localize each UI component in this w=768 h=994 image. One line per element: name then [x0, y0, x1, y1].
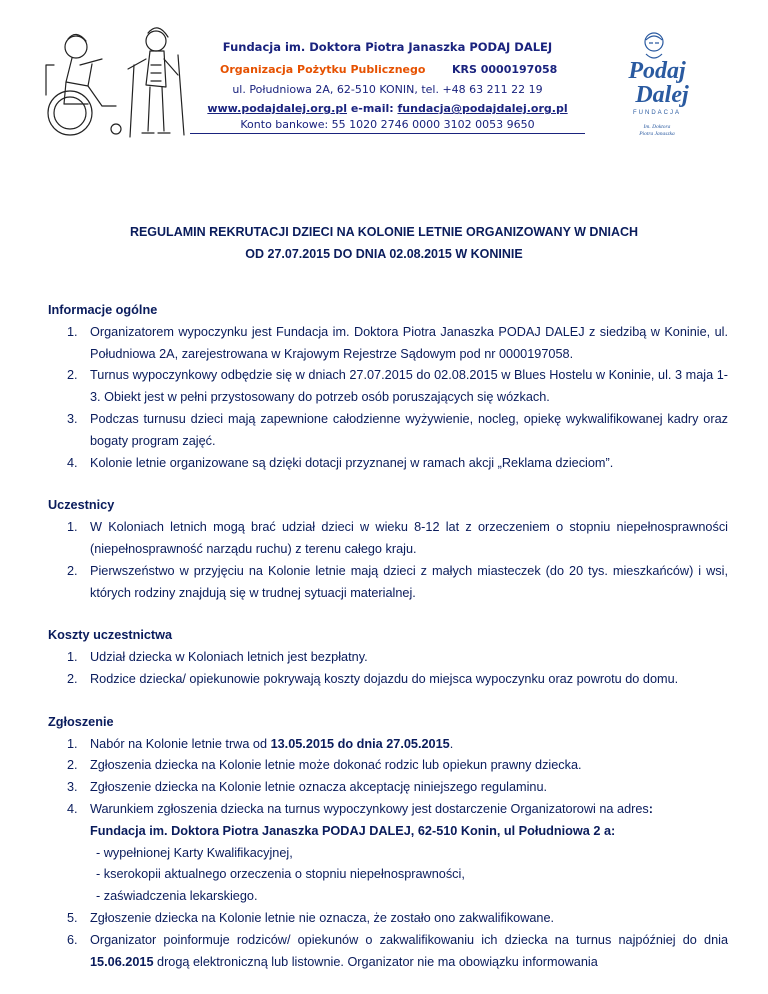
- list-item-text: Zgłoszenie dziecka na Kolonie letnie nie oznacza, że zostało ono zakwalifikowane.: [90, 910, 555, 925]
- bank-account: Konto bankowe: 55 1020 2746 0000 3102 0053 9650: [240, 118, 535, 131]
- list-item: 1. W Koloniach letnich mogą brać udział dzieci w wieku 8-12 lat z orzeczeniem o stopniu niepełnosprawności (niepełnosprawność narządu ruchu) z terenu całego kraju.: [67, 520, 728, 556]
- letterhead: [0, 0, 768, 150]
- list-item: 2. Pierwszeństwo w przyjęciu na Kolonie letnie mają dzieci z małych miasteczek (do 20 tys. mieszkańców) i wsi, których rodziny znajdują się w trudnej sytuacji materialnej.: [67, 563, 728, 600]
- organization-name: Fundacja im. Doktora Piotra Janaszka PODAJ DALEJ: [222, 40, 553, 54]
- list-item-text: Nabór na Kolonie letnie trwa od: [90, 736, 271, 751]
- list-item-text: Turnus wypoczynkowy odbędzie się w dniach 27.07.2015 do 02.08.2015 w Blues Hostelu w Koninie, ul. 3 maja 1-3. Obiekt jest w pełni przystosowany do potrzeb osób poruszających się wózkach.: [90, 368, 728, 405]
- email-label: e-mail:: [346, 102, 398, 115]
- logo-subtitle-1: Im. Doktora: [643, 124, 671, 130]
- required-document: - zaświadczenia lekarskiego.: [96, 889, 258, 904]
- list-item-text: Organizator poinformuje rodziców/ opiekunów o zakwalifikowaniu ich dziecka na turnus najpóźniej do dnia: [90, 932, 728, 947]
- list-item-text-end: drogą elektroniczną lub listownie. Organizator nie ma obowiązku informowania: [153, 954, 598, 969]
- list-item: 1. Organizatorem wypoczynku jest Fundacja im. Doktora Piotra Janaszka PODAJ DALEJ z siedzibą w Koninie, ul. Południowa 2A, zarejestrowana w Krajowym Rejestrze Sądowym pod nr 0000197058.: [67, 324, 728, 361]
- logo-emblem: [612, 22, 702, 112]
- section-heading: Informacje ogólne: [48, 303, 158, 317]
- logo-fundacja: FUNDACJA: [632, 110, 681, 116]
- section-heading: Zgłoszenie: [48, 714, 114, 729]
- list-item: 2. Rodzice dziecka/ opiekunowie pokrywają koszty dojazdu do miejsca wypoczynku oraz powrotu do domu.: [67, 671, 679, 686]
- opp-label: Organizacja Pożytku Publicznego: [220, 63, 426, 76]
- list-item-text: Podczas turnusu dzieci mają zapewnione całodzienne wyżywienie, nocleg, opiekę wykwalifikowanej kadry oraz bogaty program zajęć.: [90, 411, 728, 448]
- list-item: 2. Zgłoszenia dziecka na Kolonie letnie może dokonać rodzic lub opiekun prawny dziecka.: [67, 758, 582, 773]
- notification-date: 15.06.2015: [90, 954, 154, 969]
- address-line: ul. Południowa 2A, 62-510 KONIN, tel. +48 63 211 22 19: [232, 83, 543, 96]
- list-item: 3. Zgłoszenie dziecka na Kolonie letnie oznacza akceptację niniejszego regulaminu.: [67, 780, 548, 795]
- list-item-text: Zgłoszenia dziecka na Kolonie letnie może dokonać rodzic lub opiekun prawny dziecka.: [90, 758, 582, 773]
- list-item: 4. Warunkiem zgłoszenia dziecka na turnus wypoczynkowy jest dostarczenie Organizatorowi na adres: Fundacja im. Doktora Piotra Janaszka PODAJ DALEJ, 62-510 Konin, ul Południowa 2 a: - wypełnionej Karty Kwalifikacyjnej, - kserokopii aktualnego orzeczenia o stopniu niepełnosprawności, - zaświadczenia lekarskiego.: [48, 799, 728, 908]
- mailing-address: Fundacja im. Doktora Piotra Janaszka PODAJ DALEJ, 62-510 Konin, ul Południowa 2 a:: [90, 823, 616, 838]
- section-application: [48, 712, 728, 974]
- list-item: 6. Organizator poinformuje rodziców/ opiekunów o zakwalifikowaniu ich dziecka na turnus najpóźniej do dnia 15.06.2015 drogą elektroniczną lub listownie. Organizator nie ma obowiązku informowania: [67, 932, 728, 969]
- list-item-text: Kolonie letnie organizowane są dzięki dotacji przyznanej w ramach akcji „Reklama dzieciom”.: [90, 455, 614, 470]
- podaj-dalej-logo: [612, 22, 702, 142]
- title-line-1: REGULAMIN REKRUTACJI DZIECI NA KOLONIE LETNIE ORGANIZOWANY W DNIACH: [129, 225, 639, 239]
- recruitment-dates: 13.05.2015 do dnia 27.05.2015: [270, 736, 450, 751]
- document-title: [60, 221, 708, 265]
- list-item-text: W Koloniach letnich mogą brać udział dzieci w wieku 8-12 lat z orzeczeniem o stopniu niepełnosprawności (niepełnosprawność narządu ruchu) z terenu całego kraju.: [90, 520, 728, 556]
- logo-word-dalej: Dalej: [635, 82, 689, 108]
- krs-number: KRS 0000197058: [452, 63, 558, 76]
- list-item-text-end: .: [449, 736, 454, 751]
- list-item-text: Warunkiem zgłoszenia dziecka na turnus wypoczynkowy jest dostarczenie Organizatorowi na adres: [90, 801, 649, 816]
- list-item: 4. Kolonie letnie organizowane są dzięki dotacji przyznanej w ramach akcji „Reklama dzieciom”.: [67, 455, 614, 470]
- list-item-text: Udział dziecka w Koloniach letnich jest bezpłatny.: [90, 650, 368, 665]
- section-heading: Uczestnicy: [48, 498, 115, 513]
- list-item: 2. Turnus wypoczynkowy odbędzie się w dniach 27.07.2015 do 02.08.2015 w Blues Hostelu w Koninie, ul. 3 maja 1-3. Obiekt jest w pełni przystosowany do potrzeb osób poruszających się wózkach.: [67, 368, 728, 405]
- web-email-line: [190, 102, 585, 115]
- document-body: [48, 300, 728, 994]
- wheelchair-children-illustration: [38, 25, 208, 140]
- logo-subtitle-2: Piotra Janaszka: [639, 131, 675, 137]
- website-link[interactable]: www.podajdalej.org.pl: [207, 102, 347, 115]
- section-costs: [48, 625, 728, 690]
- list-item: 1. Nabór na Kolonie letnie trwa od 13.05.2015 do dnia 27.05.2015.: [67, 736, 454, 751]
- list-item-colon: :: [648, 801, 653, 816]
- list-item-text: Zgłoszenie dziecka na Kolonie letnie oznacza akceptację niniejszego regulaminu.: [90, 780, 548, 795]
- logo-word-podaj: Podaj: [628, 58, 686, 84]
- list-item: 1. Udział dziecka w Koloniach letnich jest bezpłatny.: [67, 650, 368, 665]
- list-item: 5. Zgłoszenie dziecka na Kolonie letnie nie oznacza, że zostało ono zakwalifikowane.: [67, 910, 555, 925]
- section-participants: [48, 495, 728, 604]
- title-line-2: OD 27.07.2015 DO DNIA 02.08.2015 W KONINIE: [245, 247, 523, 261]
- section-heading: Koszty uczestnictwa: [48, 628, 173, 643]
- email-link[interactable]: fundacja@podajdalej.org.pl: [397, 102, 568, 115]
- header-divider: [190, 133, 585, 134]
- required-document: - kserokopii aktualnego orzeczenia o stopniu niepełnosprawności,: [96, 867, 465, 882]
- list-item-text: Organizatorem wypoczynku jest Fundacja im. Doktora Piotra Janaszka PODAJ DALEJ z siedzibą w Koninie, ul. Południowa 2A, zarejestrowana w Krajowym Rejestrze Sądowym pod nr 0000197058.: [90, 324, 728, 361]
- required-document: - wypełnionej Karty Kwalifikacyjnej,: [96, 845, 293, 860]
- list-item-text: Pierwszeństwo w przyjęciu na Kolonie letnie mają dzieci z małych miasteczek (do 20 tys. mieszkańców) i wsi, których rodziny znajdują się w trudnej sytuacji materialnej.: [90, 563, 728, 600]
- section-general-info: [48, 300, 728, 474]
- list-item-text: Rodzice dziecka/ opiekunowie pokrywają koszty dojazdu do miejsca wypoczynku oraz powrotu do domu.: [90, 671, 679, 686]
- list-item: 3. Podczas turnusu dzieci mają zapewnione całodzienne wyżywienie, nocleg, opiekę wykwalifikowanej kadry oraz bogaty program zajęć.: [67, 411, 728, 448]
